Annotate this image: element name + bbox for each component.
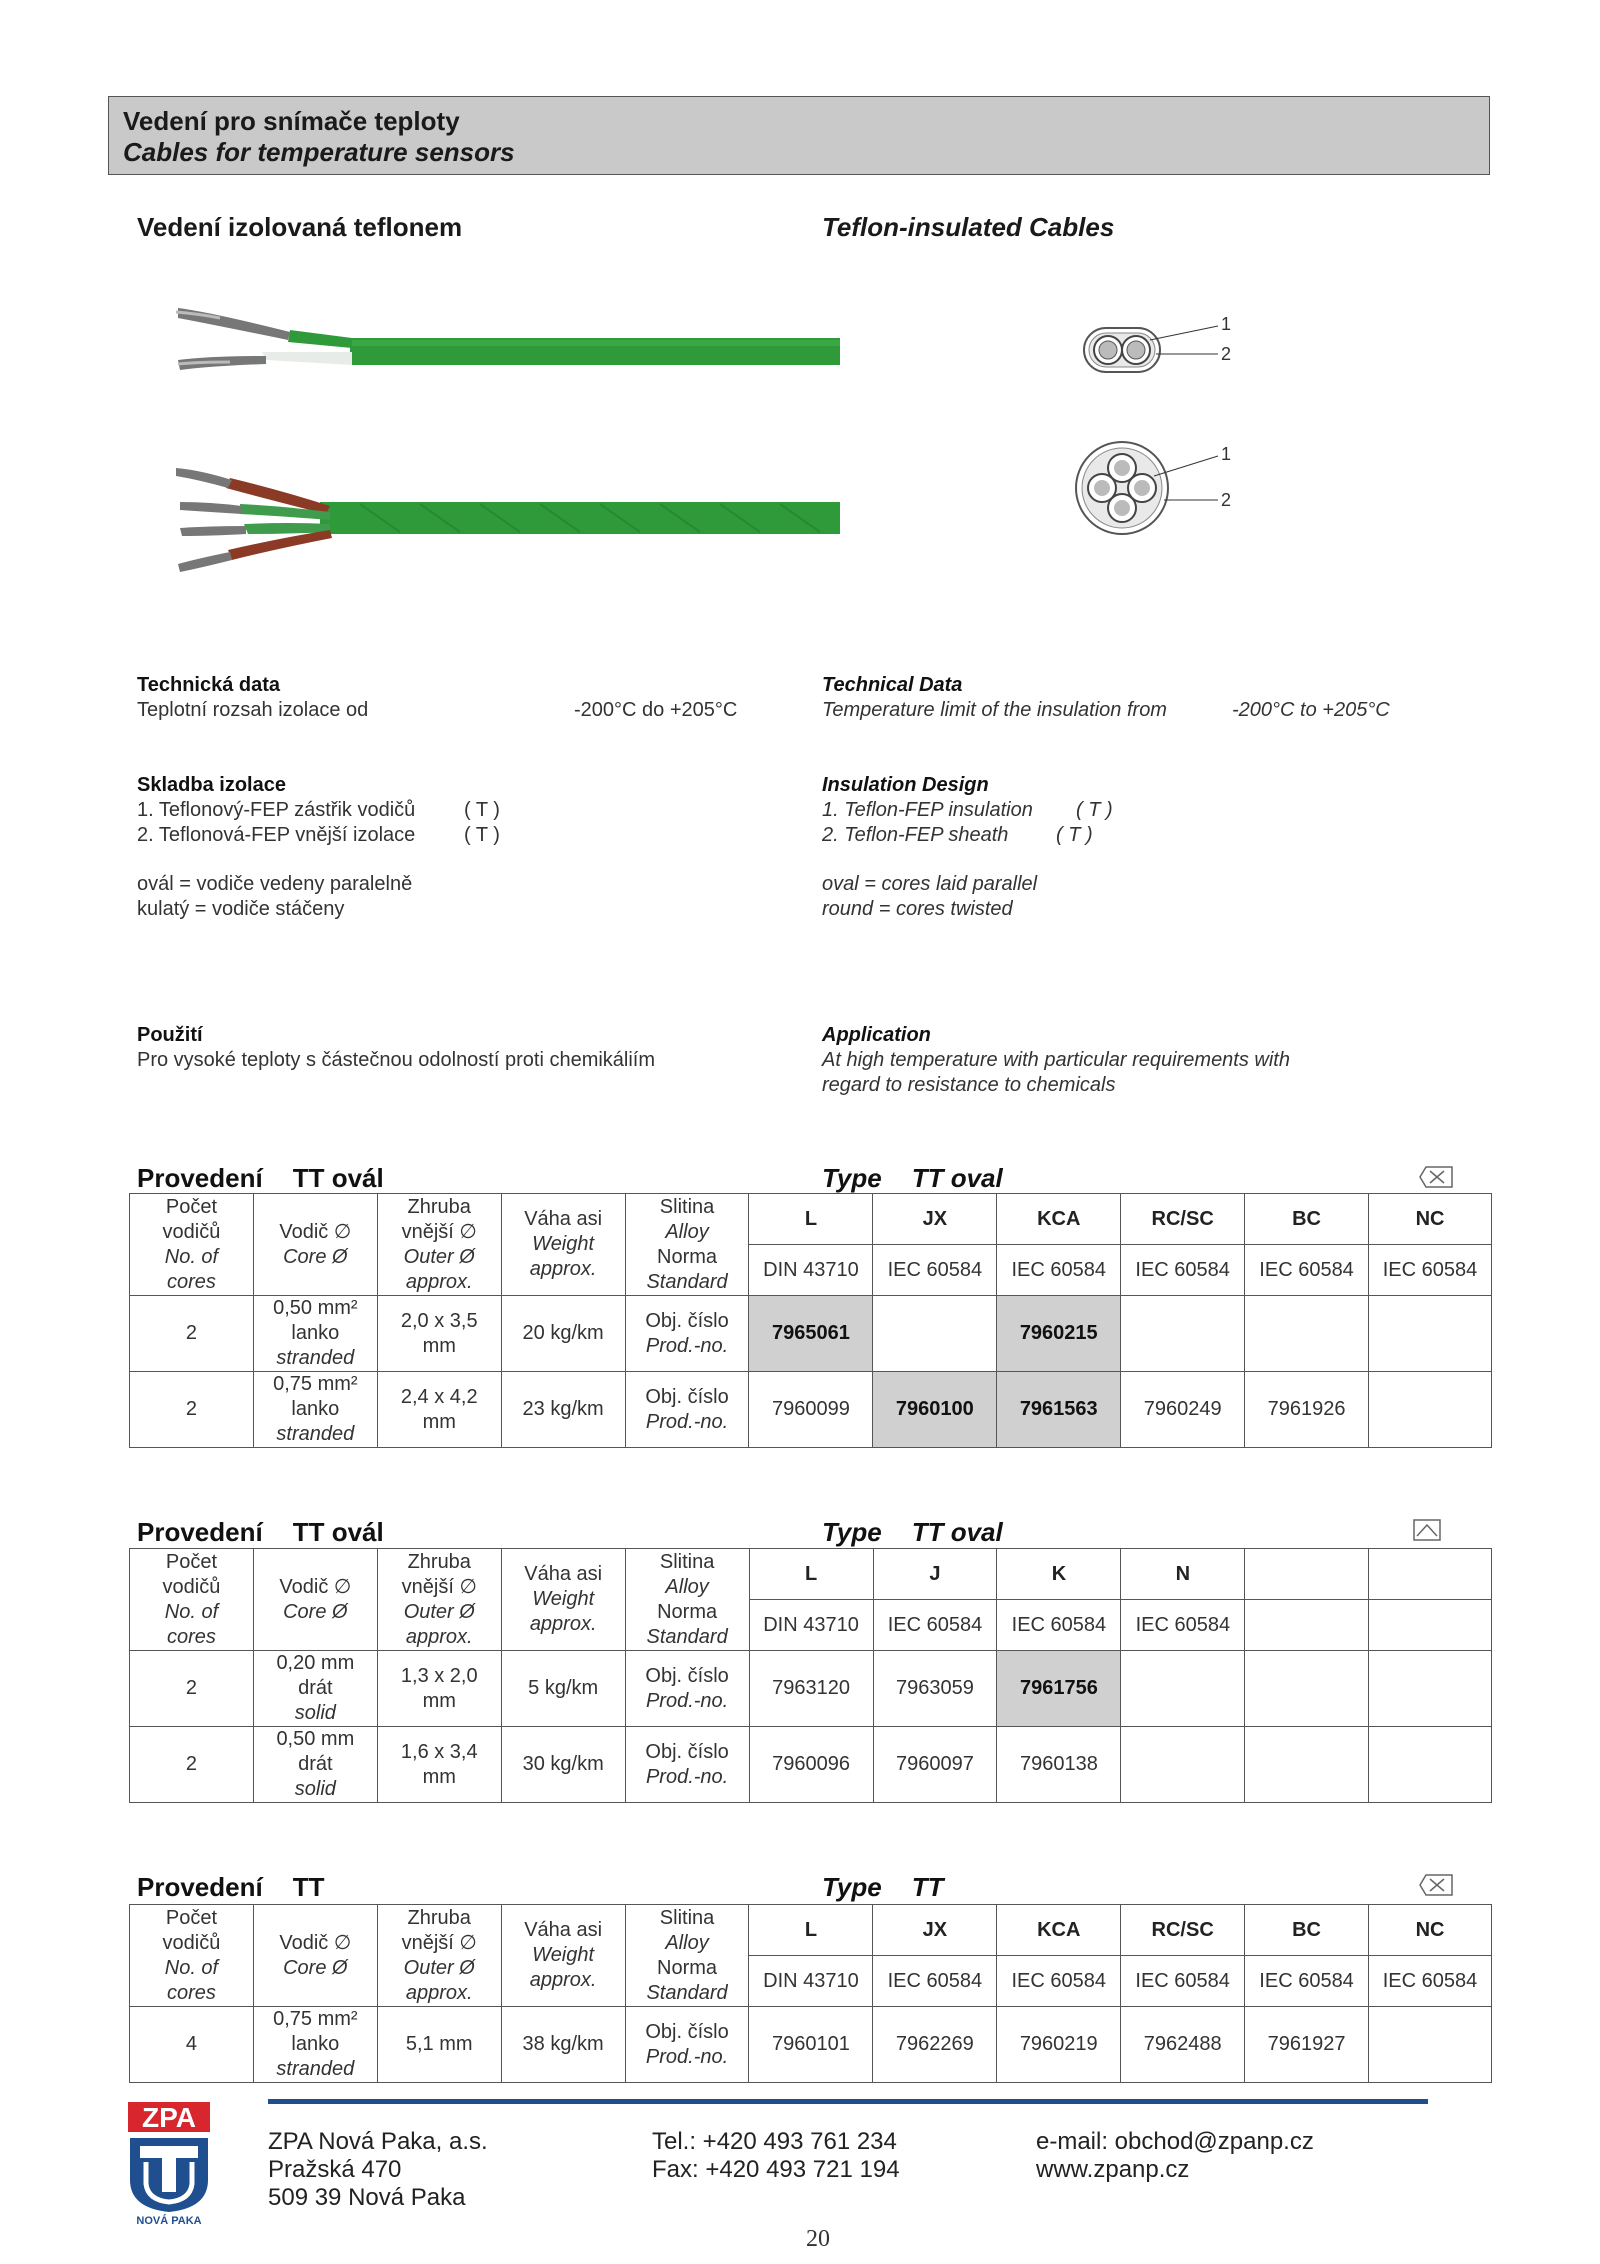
th-weight: [501, 1549, 625, 1651]
oval-cable-photo: [176, 308, 840, 370]
th-alloy-en: Alloy: [665, 1931, 709, 1954]
product-code-cell: [1369, 1651, 1492, 1727]
outer-value: 1,3 x 2,0: [400, 1664, 478, 1687]
footer-company: ZPA Nová Paka, a.s.: [268, 2128, 488, 2155]
th-count-cz2: vodičů: [162, 1931, 221, 1954]
alloy-cell: KCA: [997, 1905, 1121, 1956]
application-text-en-2: regard to resistance to chemicals: [822, 1074, 1116, 1096]
table1-title-en: [822, 1163, 1003, 1194]
weight-cell: 23 kg/km: [501, 1372, 625, 1448]
product-code-cell: 7960101: [749, 2007, 873, 2083]
outer-unit: mm: [422, 1765, 456, 1788]
th-count-cz2: vodičů: [162, 1575, 221, 1598]
outer-value: 1,6 x 3,4: [400, 1740, 478, 1763]
th-outer-cz2: vnější ∅: [401, 1575, 477, 1598]
table1-title-cz: [137, 1163, 384, 1194]
objcislo-cell: [625, 1296, 749, 1372]
table2-title-cz: [137, 1517, 384, 1548]
table-row: [130, 1296, 1492, 1372]
th-core-en: Core Ø: [283, 1600, 348, 1623]
alloy-cell: [1245, 1549, 1369, 1600]
section-title-en: Teflon-insulated Cables: [822, 212, 1115, 242]
product-code-cell: 7965061: [749, 1296, 873, 1372]
core-type-en: stranded: [276, 1347, 355, 1369]
standard-cell: DIN 43710: [749, 1956, 873, 2007]
alloy-cell: L: [749, 1194, 873, 1245]
table1: [129, 1193, 1492, 1448]
objcislo-cell: [625, 1727, 749, 1803]
product-code-cell: [1121, 1296, 1245, 1372]
round-cross-section: [1076, 442, 1218, 534]
oval-cable-triangle-icon: [1412, 1518, 1442, 1542]
outer-value: 5,1 mm: [405, 2033, 473, 2055]
round-cable-x-icon: [1418, 1873, 1454, 1897]
objcislo-cell: [625, 2007, 749, 2083]
alloy-cell: [1369, 1549, 1492, 1600]
application-text-en-1: At high temperature with particular requirements with: [822, 1049, 1290, 1071]
th-weight-cz: Váha asi: [524, 1563, 603, 1585]
product-code-cell: 7961927: [1245, 2007, 1369, 2083]
footer-web[interactable]: www.zpanp.cz: [1036, 2156, 1190, 2183]
product-code-cell: 7960099: [749, 1372, 873, 1448]
core-type-cz: drát: [298, 1677, 333, 1699]
footer-street: Pražská 470: [268, 2156, 402, 2183]
objcislo-cell: [625, 1372, 749, 1448]
th-norm-cz: Norma: [657, 1600, 718, 1623]
alloy-cell: J: [873, 1549, 997, 1600]
standard-cell: [1245, 1600, 1369, 1651]
th-count-cz2: vodičů: [162, 1220, 221, 1243]
th-alloy: [625, 1194, 749, 1296]
product-code-cell: 7960096: [749, 1727, 873, 1803]
core-cell: [253, 1727, 377, 1803]
th-outer-cz1: Zhruba: [407, 1550, 471, 1573]
th-core-en: Core Ø: [283, 1245, 348, 1268]
outer-cell: [377, 1727, 501, 1803]
insulation-line1-en-code: ( T ): [1076, 799, 1113, 821]
th-norm-en: Standard: [646, 1270, 728, 1293]
th-weight: [501, 1194, 625, 1296]
table2-title-en-label: Type: [822, 1517, 882, 1547]
th-count: [130, 1549, 254, 1651]
insulation-round-cz: kulatý = vodiče stáčeny: [137, 898, 345, 920]
core-size: 0,75 mm²: [273, 1373, 358, 1395]
round-cable-photo: [176, 468, 840, 572]
standard-cell: IEC 60584: [997, 1956, 1121, 2007]
th-norm-cz: Norma: [657, 1956, 718, 1979]
product-code-cell: [1369, 2007, 1492, 2083]
table1-title-en-label: Type: [822, 1163, 882, 1193]
standard-cell: IEC 60584: [873, 1245, 997, 1296]
count-cell: 2: [130, 1296, 254, 1372]
alloy-cell: L: [749, 1905, 873, 1956]
core-cell: [253, 1296, 377, 1372]
count-cell: 2: [130, 1651, 254, 1727]
th-alloy: [625, 1905, 749, 2007]
section-title-cz: Vedení izolovaná teflonem: [137, 212, 463, 242]
insulation-line1-cz-code: ( T ): [464, 799, 500, 821]
th-count-en2: cores: [167, 1625, 216, 1648]
core-type-en: solid: [294, 1702, 336, 1724]
standard-cell: IEC 60584: [997, 1245, 1121, 1296]
product-code-cell: [1245, 1651, 1369, 1727]
th-count-en1: No. of: [164, 1956, 219, 1979]
outer-cell: [377, 1296, 501, 1372]
application-label-en: Application: [822, 1024, 931, 1046]
product-code-cell: 7962488: [1121, 2007, 1245, 2083]
table2-type-cz: TT ovál: [292, 1517, 384, 1547]
footer-tel: Tel.: +420 493 761 234: [652, 2128, 897, 2155]
alloy-cell: NC: [1369, 1194, 1492, 1245]
oval-cable-x-icon: [1418, 1165, 1454, 1189]
table3-type-cz: TT: [292, 1872, 325, 1902]
table2-type-en: TT oval: [911, 1517, 1003, 1547]
th-count-cz1: Počet: [165, 1195, 218, 1218]
table2-title-cz-label: Provedení: [137, 1517, 263, 1547]
core-cell: [253, 1372, 377, 1448]
product-code-cell: 7960215: [997, 1296, 1121, 1372]
th-outer-en2: approx.: [405, 1981, 473, 2004]
tech-range-cz-value: -200°C do +205°C: [574, 699, 738, 721]
standard-cell: IEC 60584: [1369, 1956, 1492, 2007]
product-code-cell: 7960097: [873, 1727, 997, 1803]
th-count-cz1: Počet: [165, 1550, 218, 1573]
table3-header-row-1: [130, 1905, 1492, 1956]
th-alloy-cz: Slitina: [659, 1195, 715, 1218]
product-code-cell: 7961563: [997, 1372, 1121, 1448]
th-core-cz: Vodič ∅: [279, 1931, 352, 1954]
th-alloy-en: Alloy: [665, 1575, 709, 1598]
th-outer-cz1: Zhruba: [407, 1195, 471, 1218]
th-weight-en2: approx.: [529, 1258, 597, 1280]
core-size: 0,75 mm²: [273, 2008, 358, 2030]
th-norm-en: Standard: [646, 1625, 728, 1648]
alloy-cell: RC/SC: [1121, 1905, 1245, 1956]
weight-cell: 30 kg/km: [501, 1727, 625, 1803]
product-code-cell: [1121, 1651, 1245, 1727]
th-outer-en1: Outer Ø: [403, 1245, 475, 1268]
alloy-cell: JX: [873, 1194, 997, 1245]
insulation-oval-cz: ovál = vodiče vedeny paralelně: [137, 873, 413, 895]
tech-label-cz: Technická data: [137, 674, 281, 696]
table3-title-cz-label: Provedení: [137, 1872, 263, 1902]
application-label-cz: Použití: [137, 1024, 203, 1046]
outer-unit: mm: [422, 1689, 456, 1712]
th-outer-en1: Outer Ø: [403, 1600, 475, 1623]
th-core: [253, 1549, 377, 1651]
logo-subtext: NOVÁ PAKA: [136, 2215, 202, 2226]
core-cell: [253, 1651, 377, 1727]
page-number: 20: [806, 2226, 830, 2252]
th-outer-en2: approx.: [405, 1270, 473, 1293]
th-weight-en2: approx.: [529, 1969, 597, 1991]
logo-text: ZPA: [142, 2102, 196, 2133]
table3-title-cz: [137, 1872, 324, 1903]
standard-cell: IEC 60584: [1245, 1245, 1369, 1296]
alloy-cell: K: [997, 1549, 1121, 1600]
standard-cell: DIN 43710: [749, 1600, 873, 1651]
page-header-box: [108, 96, 1490, 175]
core-type-en: stranded: [276, 2058, 355, 2080]
count-cell: 2: [130, 1727, 254, 1803]
product-code-cell: 7963120: [749, 1651, 873, 1727]
product-code-cell: [1369, 1296, 1492, 1372]
table-row: [130, 1651, 1492, 1727]
diagram-label-oval-2: 2: [1221, 344, 1232, 364]
table1-header-row-1: [130, 1194, 1492, 1245]
table1-type-en: TT oval: [911, 1163, 1003, 1193]
diagram-label-round-1: 1: [1221, 444, 1232, 464]
zpa-logo: [126, 2100, 212, 2226]
alloy-cell: N: [1121, 1549, 1245, 1600]
insulation-label-en: Insulation Design: [822, 774, 989, 796]
insulation-line2-en-code: ( T ): [1056, 824, 1093, 846]
insulation-oval-en: oval = cores laid parallel: [822, 873, 1038, 895]
objcislo-cz: Obj. číslo: [645, 2020, 729, 2043]
footer-divider: [268, 2099, 1428, 2104]
outer-cell: [377, 1372, 501, 1448]
th-alloy-cz: Slitina: [659, 1550, 715, 1573]
table2-title-en: [822, 1517, 1003, 1548]
tech-range-en-value: -200°C to +205°C: [1232, 699, 1390, 721]
th-core-cz: Vodič ∅: [279, 1220, 352, 1243]
th-weight-cz: Váha asi: [524, 1919, 603, 1941]
th-outer-cz2: vnější ∅: [401, 1220, 477, 1243]
standard-cell: IEC 60584: [1121, 1245, 1245, 1296]
product-code-cell: 7960100: [873, 1372, 997, 1448]
insulation-line2-cz-code: ( T ): [464, 824, 500, 846]
standard-cell: IEC 60584: [997, 1600, 1121, 1651]
insulation-round-en: round = cores twisted: [822, 898, 1013, 920]
objcislo-en: Prod.-no.: [645, 1334, 729, 1357]
th-count-en2: cores: [166, 1981, 216, 2004]
footer-fax: Fax: +420 493 721 194: [652, 2156, 900, 2183]
core-type-cz: lanko: [291, 1322, 340, 1344]
product-code-cell: 7961756: [997, 1651, 1121, 1727]
core-cell: [253, 2007, 377, 2083]
insulation-line2-en: 2. Teflon-FEP sheath: [822, 824, 1009, 846]
th-count: [130, 1905, 254, 2007]
objcislo-cz: Obj. číslo: [645, 1385, 729, 1408]
outer-unit: mm: [422, 1334, 456, 1357]
th-weight-en1: Weight: [532, 1588, 595, 1610]
th-count-en1: No. of: [164, 1600, 219, 1623]
th-count-en1: No. of: [164, 1245, 219, 1268]
product-code-cell: 7960138: [997, 1727, 1121, 1803]
product-code-cell: [1369, 1727, 1492, 1803]
count-cell: 2: [130, 1372, 254, 1448]
th-outer-en1: Outer Ø: [403, 1956, 475, 1979]
th-weight-en1: Weight: [532, 1233, 595, 1255]
th-weight-en2: approx.: [529, 1613, 597, 1635]
outer-value: 2,0 x 3,5: [400, 1309, 478, 1332]
alloy-cell: JX: [873, 1905, 997, 1956]
standard-cell: DIN 43710: [749, 1245, 873, 1296]
outer-value: 2,4 x 4,2: [400, 1385, 478, 1408]
footer-email[interactable]: e-mail: obchod@zpanp.cz: [1036, 2128, 1314, 2155]
objcislo-en: Prod.-no.: [645, 2045, 729, 2068]
th-outer-en2: approx.: [405, 1625, 473, 1648]
table2: [129, 1548, 1492, 1803]
insulation-line1-en: 1. Teflon-FEP insulation: [822, 799, 1033, 821]
table-row: [130, 1372, 1492, 1448]
product-code-cell: 7961926: [1245, 1372, 1369, 1448]
th-alloy: [625, 1549, 749, 1651]
objcislo-cz: Obj. číslo: [645, 1740, 729, 1763]
standard-cell: [1369, 1600, 1492, 1651]
th-outer: [377, 1194, 501, 1296]
core-size: 0,50 mm: [276, 1728, 355, 1750]
product-code-cell: [1369, 1372, 1492, 1448]
alloy-cell: BC: [1245, 1905, 1369, 1956]
table1-title-cz-label: Provedení: [137, 1163, 263, 1193]
application-text-cz: Pro vysoké teploty s částečnou odolností proti chemikáliím: [137, 1049, 656, 1071]
product-code-cell: 7962269: [873, 2007, 997, 2083]
alloy-cell: BC: [1245, 1194, 1369, 1245]
th-weight: [501, 1905, 625, 2007]
insulation-label-cz: Skladba izolace: [137, 774, 286, 796]
insulation-line2-cz: 2. Teflonová-FEP vnější izolace: [137, 824, 416, 846]
tech-range-cz: Teplotní rozsah izolace od: [137, 699, 369, 721]
objcislo-cz: Obj. číslo: [645, 1664, 729, 1687]
alloy-cell: L: [749, 1549, 873, 1600]
th-core-en: Core Ø: [283, 1956, 348, 1979]
objcislo-cell: [625, 1651, 749, 1727]
alloy-cell: KCA: [997, 1194, 1121, 1245]
tech-label-en: Technical Data: [822, 674, 963, 696]
cable-photos: [170, 290, 840, 580]
core-type-cz: lanko: [291, 1398, 340, 1420]
product-code-cell: 7960219: [997, 2007, 1121, 2083]
product-code-cell: [1121, 1727, 1245, 1803]
objcislo-en: Prod.-no.: [645, 1765, 729, 1788]
table2-header-row-1: [130, 1549, 1492, 1600]
th-weight-en1: Weight: [532, 1944, 595, 1966]
outer-cell: [377, 2007, 501, 2083]
tech-range-en: Temperature limit of the insulation from: [822, 699, 1167, 721]
table-row: [130, 2007, 1492, 2083]
table3: [129, 1904, 1492, 2083]
product-code-cell: 7963059: [873, 1651, 997, 1727]
objcislo-en: Prod.-no.: [645, 1689, 729, 1712]
weight-cell: 5 kg/km: [501, 1651, 625, 1727]
core-size: 0,20 mm: [276, 1652, 355, 1674]
core-type-en: stranded: [276, 1423, 355, 1445]
table3-type-en: TT: [911, 1872, 944, 1902]
standard-cell: IEC 60584: [1121, 1600, 1245, 1651]
objcislo-cz: Obj. číslo: [645, 1309, 729, 1332]
footer-city: 509 39 Nová Paka: [268, 2184, 466, 2211]
table-row: [130, 1727, 1492, 1803]
th-core-cz: Vodič ∅: [279, 1575, 352, 1598]
standard-cell: IEC 60584: [1121, 1956, 1245, 2007]
product-code-cell: [1245, 1727, 1369, 1803]
th-outer-cz2: vnější ∅: [401, 1931, 477, 1954]
weight-cell: 38 kg/km: [501, 2007, 625, 2083]
insulation-line1-cz: 1. Teflonový-FEP zástřik vodičů: [137, 799, 416, 821]
standard-cell: IEC 60584: [873, 1956, 997, 2007]
product-code-cell: [873, 1296, 997, 1372]
th-count-en2: cores: [166, 1270, 216, 1293]
th-alloy-cz: Slitina: [659, 1906, 715, 1929]
objcislo-en: Prod.-no.: [645, 1410, 729, 1433]
th-norm-en: Standard: [646, 1981, 728, 2004]
standard-cell: IEC 60584: [1369, 1245, 1492, 1296]
outer-unit: mm: [422, 1410, 456, 1433]
th-count-cz1: Počet: [165, 1906, 218, 1929]
diagram-label-round-2: 2: [1221, 490, 1232, 510]
th-weight-cz: Váha asi: [524, 1208, 603, 1230]
th-outer: [377, 1905, 501, 2007]
th-core: [253, 1905, 377, 2007]
th-count: [130, 1194, 254, 1296]
table1-type-cz: TT ovál: [292, 1163, 384, 1193]
core-type-en: solid: [294, 1778, 336, 1800]
table3-title-en-label: Type: [822, 1872, 882, 1902]
alloy-cell: NC: [1369, 1905, 1492, 1956]
product-code-cell: 7960249: [1121, 1372, 1245, 1448]
th-outer: [377, 1549, 501, 1651]
oval-cross-section: [1084, 326, 1218, 372]
outer-cell: [377, 1651, 501, 1727]
product-code-cell: [1245, 1296, 1369, 1372]
th-core: [253, 1194, 377, 1296]
header-title-cz: Vedení pro snímače teploty: [123, 106, 460, 136]
weight-cell: 20 kg/km: [501, 1296, 625, 1372]
table3-title-en: [822, 1872, 943, 1903]
count-cell: 4: [130, 2007, 254, 2083]
th-outer-cz1: Zhruba: [407, 1906, 471, 1929]
alloy-cell: RC/SC: [1121, 1194, 1245, 1245]
core-size: 0,50 mm²: [273, 1297, 358, 1319]
standard-cell: IEC 60584: [873, 1600, 997, 1651]
th-norm-cz: Norma: [657, 1245, 718, 1268]
header-title-en: Cables for temperature sensors: [123, 137, 515, 167]
standard-cell: IEC 60584: [1245, 1956, 1369, 2007]
th-alloy-en: Alloy: [665, 1220, 709, 1243]
diagram-label-oval-1: 1: [1221, 314, 1232, 334]
core-type-cz: lanko: [291, 2033, 340, 2055]
core-type-cz: drát: [298, 1753, 333, 1775]
